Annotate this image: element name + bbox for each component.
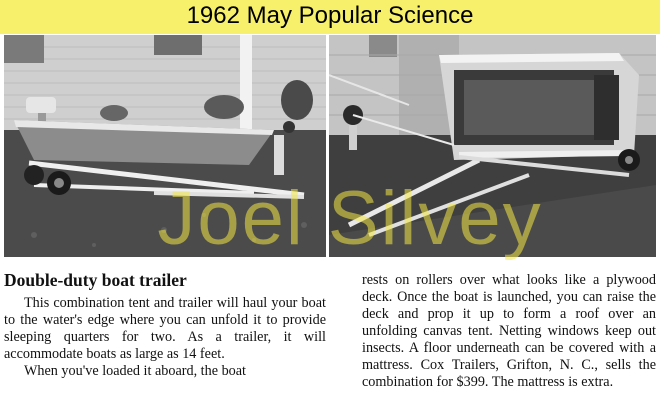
article-paragraph: This combination tent and trailer will haul your boat to the water's edge where you can unfold it to provide sleeping quarters for two. As a trailer, it will accommodate boats as large as 14 feet.: [4, 295, 326, 362]
page-title: 1962 May Popular Science: [186, 2, 474, 29]
article-column-left: [4, 295, 326, 380]
article-paragraph: When you've loaded it aboard, the boat: [24, 363, 246, 379]
article-paragraph: rests on rollers over what looks like a plywood deck. Once the boat is launched, you can raise the deck and prop it up to form a roof over an unfolding canvas tent. Netting windows keep out insects. A floor underneath can be covered with a mattress. Cox Trailers, Grifton, N. C., sells the combination for $399. The mattress is extra.: [362, 272, 656, 390]
boat-on-trailer-photo: [4, 35, 326, 257]
article-headline: Double-duty boat trailer: [4, 270, 187, 290]
tent-trailer-photo: [329, 35, 656, 257]
watermark-text: Joel Silvey: [157, 176, 543, 261]
article-column-right: [362, 272, 656, 391]
header-banner: [0, 0, 660, 34]
